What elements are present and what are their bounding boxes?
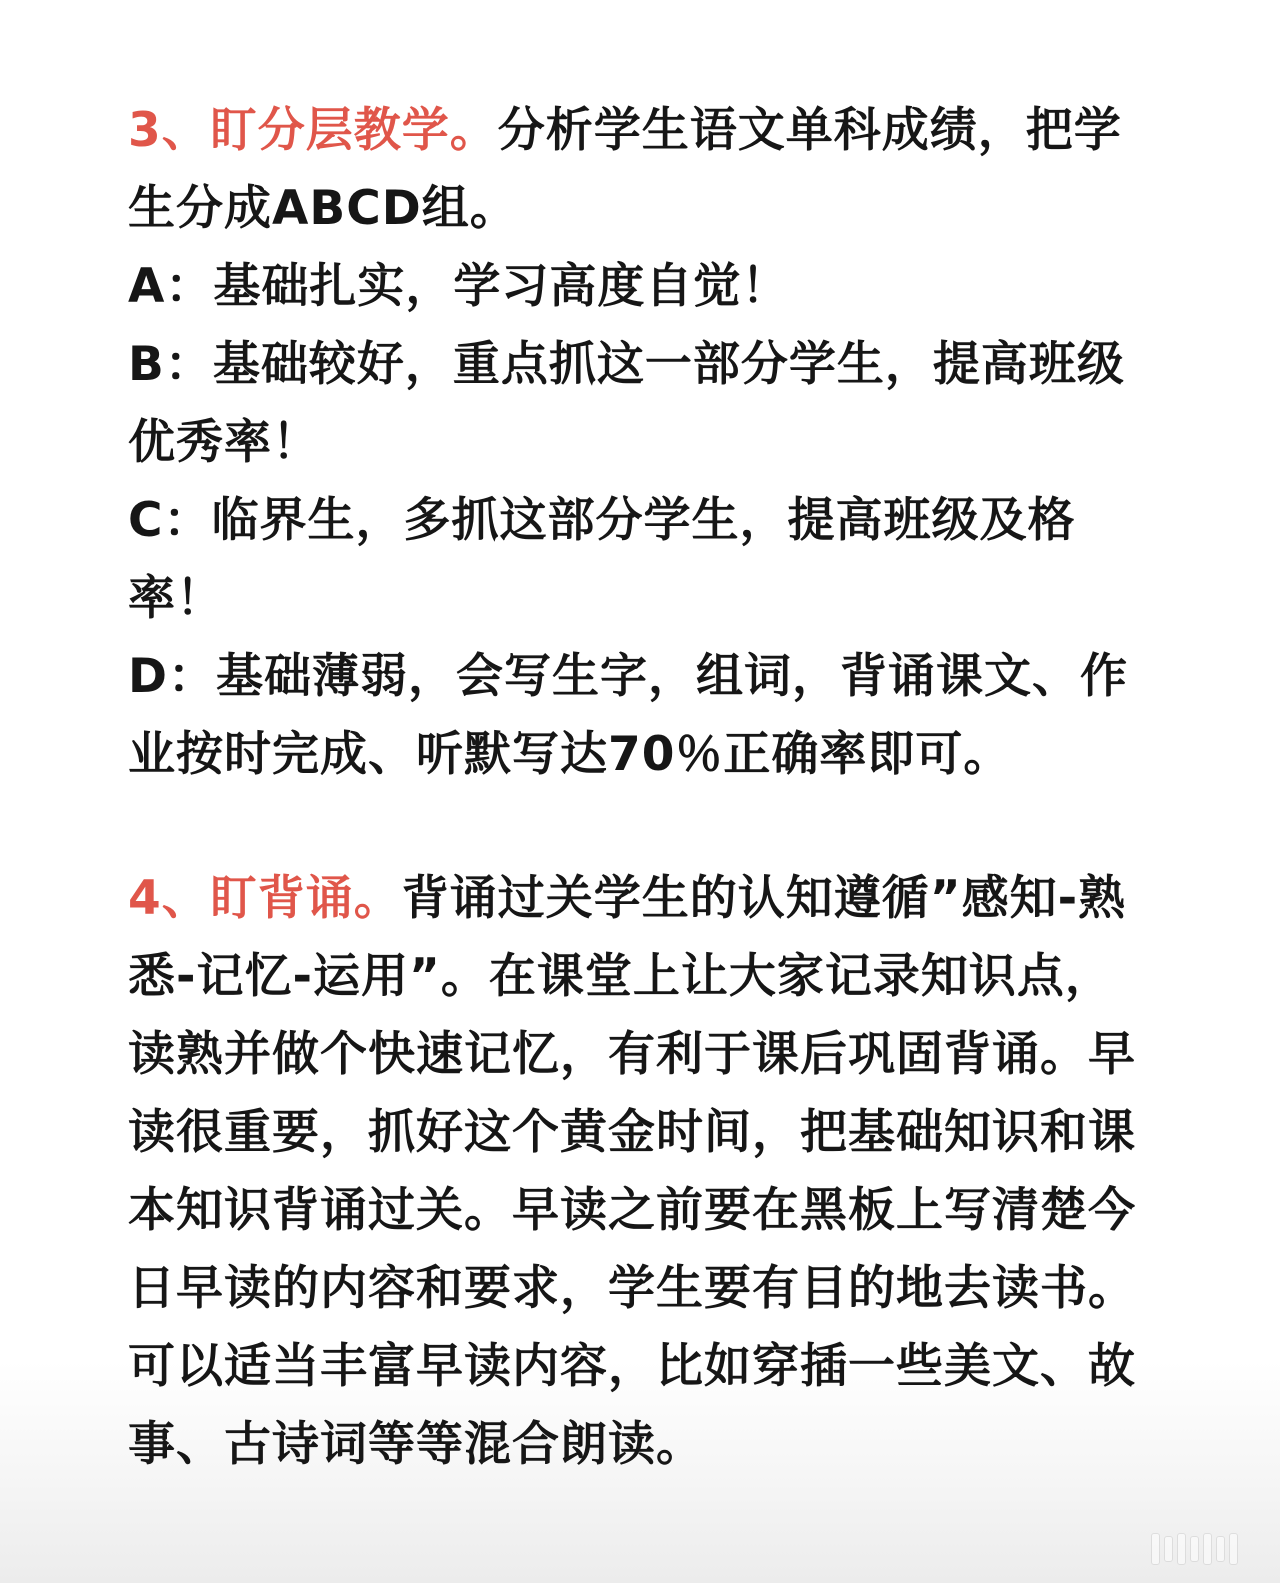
group-a-item: A：基础扎实，学习高度自觉！ xyxy=(128,259,790,314)
watermark-bar-icon xyxy=(1151,1533,1160,1565)
watermark-bar-icon xyxy=(1229,1533,1238,1565)
watermark-logo xyxy=(1151,1533,1238,1565)
section-paragraph xyxy=(128,860,1148,1484)
section-layered-teaching xyxy=(128,92,1148,794)
watermark-bar-icon xyxy=(1216,1536,1225,1562)
section-heading: 3、盯分层教学。 xyxy=(128,103,498,158)
watermark-bar-icon xyxy=(1190,1536,1199,1562)
watermark-bar-icon xyxy=(1164,1536,1173,1562)
watermark-bar-icon xyxy=(1203,1533,1212,1565)
section-recitation xyxy=(128,860,1148,1484)
section-heading: 4、盯背诵。 xyxy=(128,871,402,926)
watermark-bar-icon xyxy=(1177,1533,1186,1565)
section-lead-text: 分析学生语文单科成绩，把学生分成ABCD组。 xyxy=(128,103,1122,236)
group-d-item: D：基础薄弱，会写生字，组词，背诵课文、作业按时完成、听默写达70％正确率即可。 xyxy=(128,649,1129,782)
group-b-item: B：基础较好，重点抓这一部分学生，提高班级优秀率！ xyxy=(128,337,1125,470)
group-c-item: C：临界生，多抓这部分学生，提高班级及格率！ xyxy=(128,493,1076,626)
section-lead-text: 背诵过关学生的认知遵循”感知-熟悉-记忆-运用”。在课堂上让大家记录知识点，读熟并做个快速记忆，有利于课后巩固背诵。早读很重要，抓好这个黄金时间，把基础知识和课本知识背诵过关。早读之前要在黑板上写清楚今日早读的内容和要求，学生要有目的地去读书。可以适当丰富早读内容，比如穿插一些美文、故事、古诗词等等混合朗读。 xyxy=(128,871,1136,1472)
section-paragraph xyxy=(128,92,1148,248)
document-body xyxy=(128,92,1148,1484)
